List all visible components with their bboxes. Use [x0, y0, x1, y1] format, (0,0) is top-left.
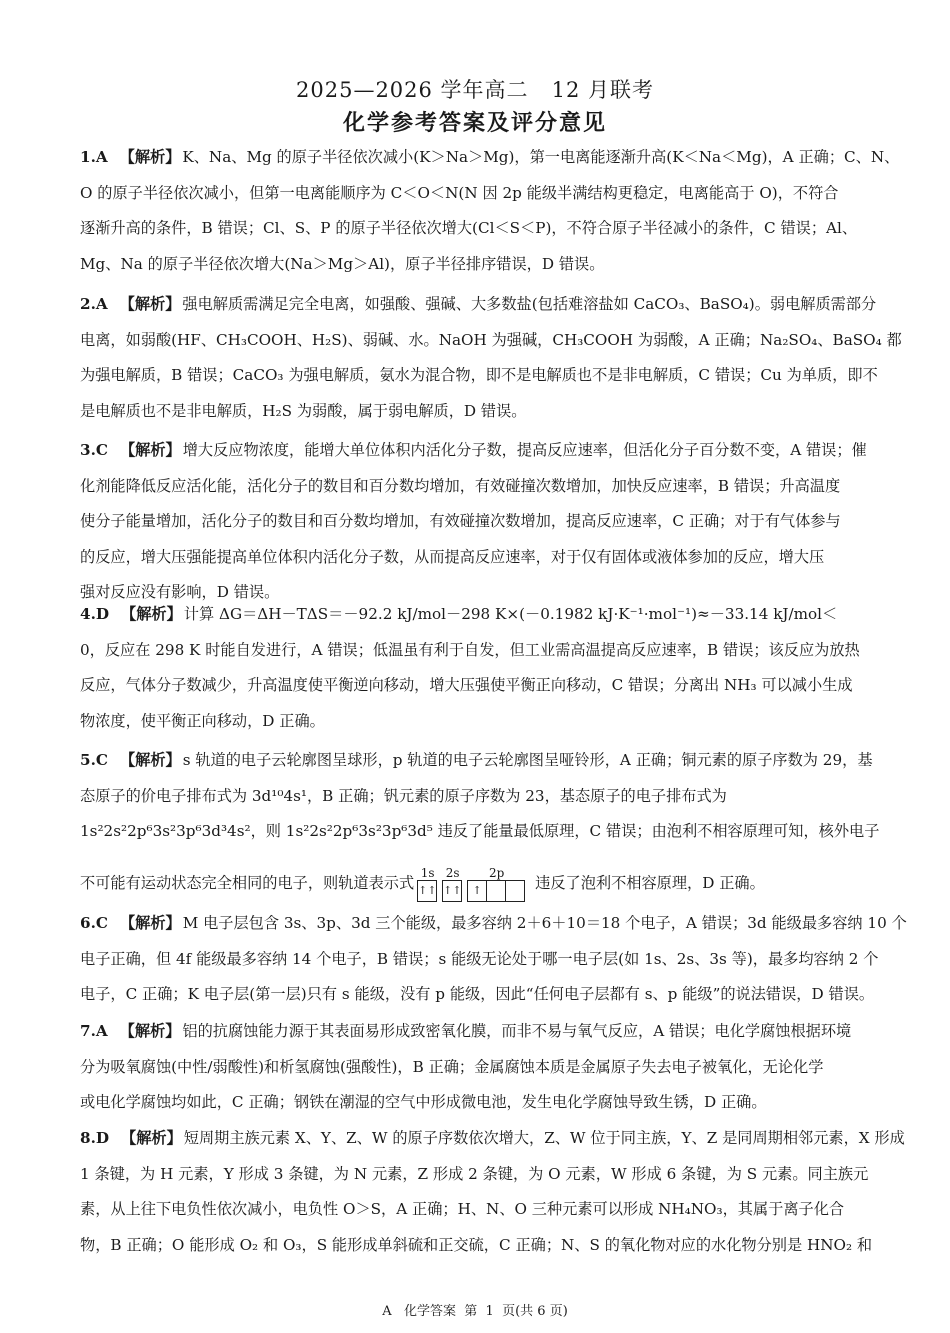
answer-text: 强电解质需满足完全电离，如强酸、强碱、大多数盐(包括难溶盐如 CaCO₃、BaSO₄)。弱电解质需部分: [182, 295, 877, 313]
analysis-tag: 【解析】: [121, 605, 182, 623]
answer-line: [80, 287, 877, 323]
answer-line: O 的原子半径依次减小，但第一电离能顺序为 C＜O＜N(N 因 2p 能级半满结构更稳定，电离能高于 O)，不符合: [80, 183, 839, 202]
orbital-box: ↑↑: [442, 880, 462, 902]
answer-text: 增大反应物浓度，能增大单位体积内活化分子数，提高反应速率，但活化分子百分数不变，A 错误；催: [182, 441, 867, 459]
answer-line: 电离，如弱酸(HF、CH₃COOH、H₂S)、弱碱、水。NaOH 为强碱，CH₃COOH 为弱酸，A 正确；Na₂SO₄、BaSO₄ 都: [80, 330, 902, 349]
answer-item-8: [80, 1121, 905, 1263]
answer-line: 是电解质也不是非电解质，H₂S 为弱酸，属于弱电解质，D 错误。: [80, 401, 527, 420]
answer-number: 6.C: [80, 914, 108, 932]
answer-line: [80, 906, 907, 942]
answer-number: 7.A: [80, 1022, 108, 1040]
answer-item-2: [80, 287, 902, 429]
answer-text: 铝的抗腐蚀能力源于其表面易形成致密氧化膜，而非不易与氧气反应，A 错误；电化学腐蚀根据环境: [182, 1022, 852, 1040]
orbital-label: 2p: [488, 865, 505, 880]
analysis-tag: 【解析】: [119, 1022, 181, 1040]
answer-number: 2.A: [80, 295, 108, 313]
answer-line: 1 条键，为 H 元素，Y 形成 3 条键，为 N 元素，Z 形成 2 条键，为 O 元素，W 形成 6 条键，为 S 元素。同主族元: [80, 1164, 869, 1183]
answer-item-3: [80, 433, 872, 611]
orbital-box: [486, 880, 506, 902]
page-footer: A 化学答案 第 1 页(共 6 页): [382, 1304, 568, 1319]
answer-line: 的反应，增大压强能提高单位体积内活化分子数，从而提高反应速率，对于仅有固体或液体参加的反应，增大压: [80, 547, 825, 566]
answer-number: 8.D: [80, 1129, 110, 1147]
answer-line: 逐渐升高的条件，B 错误；Cl、S、P 的原子半径依次增大(Cl＜S＜P)，不符合原子半径减小的条件，C 错误；Al、: [80, 219, 858, 237]
answer-line: 使分子能量增加，活化分子的数目和百分数均增加，有效碰撞次数增加，提高反应速率，C 正确；对于有气体参与: [80, 512, 841, 530]
answer-text: M 电子层包含 3s、3p、3d 三个能级，最多容纳 2＋6＋10＝18 个电子，A 错误；3d 能级最多容纳 10 个: [182, 914, 907, 932]
analysis-tag: 【解析】: [119, 441, 181, 459]
orbital-text-before: 不可能有运动状态完全相同的电子，则轨道表示式: [80, 874, 415, 892]
analysis-tag: 【解析】: [119, 751, 181, 769]
answer-item-4: [80, 597, 872, 739]
answer-text: K、Na、Mg 的原子半径依次减小(K＞Na＞Mg)，第一电离能逐渐升高(K＜Na＜Mg)，A 正确；C、N、: [182, 148, 900, 166]
answer-number: 4.D: [80, 605, 110, 623]
answer-line: 态原子的价电子排布式为 3d¹⁰4s¹，B 正确；钒元素的原子序数为 23，基态原子的电子排布式为: [80, 786, 727, 805]
answer-item-6: [80, 906, 907, 1013]
answer-text: s 轨道的电子云轮廓图呈球形，p 轨道的电子云轮廓图呈哑铃形，A 正确；铜元素的原子序数为 29，基: [182, 751, 873, 769]
answer-line: [80, 433, 872, 469]
answer-line: [80, 743, 872, 779]
orbital-2p: [468, 866, 525, 902]
answer-item-7: [80, 1014, 872, 1121]
answer-line: 0，反应在 298 K 时能自发进行，A 错误；低温虽有利于自发，但工业需高温提高反应速率，B 错误；该反应为放热: [80, 640, 860, 659]
answer-text: 短周期主族元素 X、Y、Z、W 的原子序数依次增大，Z、W 位于同主族，Y、Z 是同周期相邻元素，X 形成: [183, 1129, 905, 1147]
answer-line: 电子，C 正确；K 电子层(第一层)只有 s 能级，没有 p 能级，因此“任何电子层都有 s、p 能级”的说法错误，D 错误。: [80, 985, 875, 1003]
orbital-box: ↑: [467, 880, 487, 902]
answer-item-1: [80, 140, 900, 282]
answer-line: 素，从上往下电负性依次减小，电负性 O＞S，A 正确；H、N、O 三种元素可以形成 NH₄NO₃，其属于离子化合: [80, 1200, 845, 1218]
answer-line: [80, 1014, 872, 1050]
answer-line: 强对反应没有影响，D 错误。: [80, 583, 280, 601]
answer-number: 3.C: [80, 441, 108, 459]
answer-item-5: [80, 743, 880, 902]
orbital-box: [505, 880, 525, 902]
analysis-tag: 【解析】: [119, 148, 181, 166]
answer-line: 或电化学腐蚀均如此，C 正确；钢铁在潮湿的空气中形成微电池，发生电化学腐蚀导致生锈，D 正确。: [80, 1093, 767, 1111]
orbital-1s: [418, 866, 437, 902]
answer-line: [80, 1121, 905, 1157]
answer-line: 为强电解质，B 错误；CaCO₃ 为强电解质，氨水为混合物，即不是电解质也不是非电解质，C 错误；Cu 为单质，即不: [80, 366, 878, 384]
answer-line: 反应，气体分子数减少，升高温度使平衡逆向移动，增大压强使平衡正向移动，C 错误；分离出 NH₃ 可以减小生成: [80, 676, 853, 694]
answer-line: 化剂能降低反应活化能，活化分子的数目和百分数均增加，有效碰撞次数增加，加快反应速率，B 错误；升高温度: [80, 476, 841, 495]
page-title: 2025—2026 学年高二 12 月联考: [296, 78, 654, 102]
orbital-label: 1s: [420, 865, 435, 880]
analysis-tag: 【解析】: [119, 295, 181, 313]
orbital-line: [80, 850, 872, 902]
answer-number: 5.C: [80, 751, 108, 769]
orbital-diagram: [418, 866, 531, 902]
orbital-box: ↑↑: [417, 880, 437, 902]
page-subtitle: 化学参考答案及评分意见: [342, 111, 607, 136]
answer-line: 电子正确，但 4f 能级最多容纳 14 个电子，B 错误；s 能级无论处于哪一电子层(如 1s、2s、3s 等)，最多均容纳 2 个: [80, 949, 879, 968]
answer-line: [80, 597, 872, 633]
orbital-text-after: 违反了泡利不相容原理，D 正确。: [535, 874, 765, 892]
answer-line: [80, 140, 900, 176]
answer-number: 1.A: [80, 148, 108, 166]
analysis-tag: 【解析】: [121, 1129, 182, 1147]
answer-line: 1s²2s²2p⁶3s²3p⁶3d³4s²，则 1s²2s²2p⁶3s²3p⁶3d⁵ 违反了能量最低原理，C 错误；由泡利不相容原理可知，核外电子: [80, 822, 880, 840]
analysis-tag: 【解析】: [119, 914, 181, 932]
answer-text: 计算 ΔG＝ΔH－TΔS＝－92.2 kJ/mol－298 K×(－0.1982 kJ·K⁻¹·mol⁻¹)≈－33.14 kJ/mol＜: [183, 605, 838, 623]
orbital-2s: [443, 866, 462, 902]
answer-line: 物，B 正确；O 能形成 O₂ 和 O₃，S 能形成单斜硫和正交硫，C 正确；N、S 的氧化物对应的水化物分别是 HNO₂ 和: [80, 1235, 873, 1254]
answer-line: 物浓度，使平衡正向移动，D 正确。: [80, 711, 325, 730]
answer-line: 分为吸氧腐蚀(中性/弱酸性)和析氢腐蚀(强酸性)，B 正确；金属腐蚀本质是金属原子失去电子被氧化，无论化学: [80, 1057, 824, 1076]
answer-line: Mg、Na 的原子半径依次增大(Na＞Mg＞Al)，原子半径排序错误，D 错误。: [80, 254, 605, 273]
orbital-label: 2s: [445, 865, 460, 880]
